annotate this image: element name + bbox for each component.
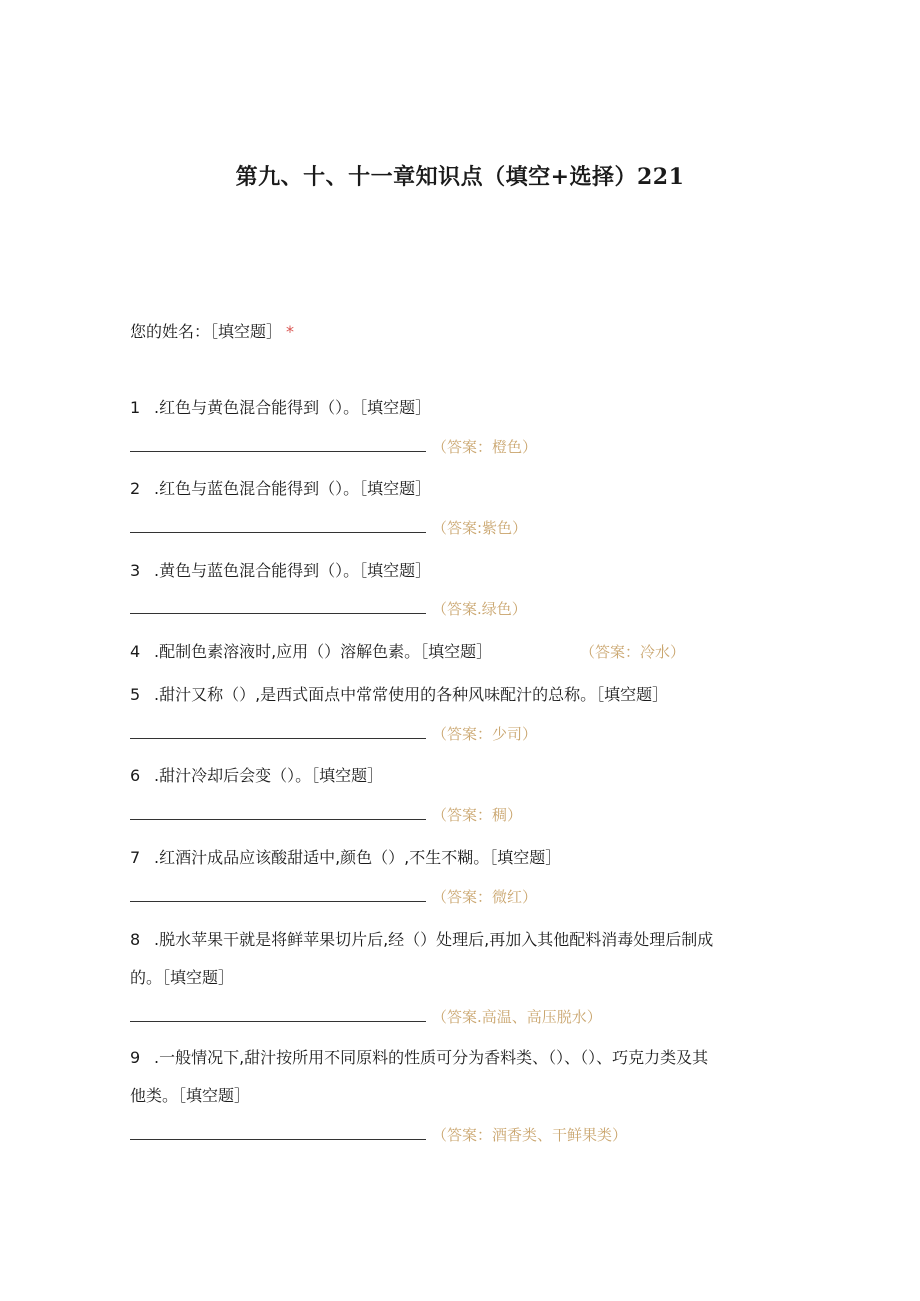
answer-blank[interactable]	[130, 436, 426, 452]
answer-blank[interactable]	[130, 723, 426, 739]
question-text: .配制色素溶液时,应用（）溶解色素。［填空题］	[154, 642, 493, 661]
question-3	[130, 561, 431, 581]
question-number: 3	[130, 561, 141, 580]
question-number: 1	[130, 398, 141, 417]
answer-row-6	[130, 804, 522, 825]
question-4	[130, 642, 492, 662]
name-label: 您的姓名：［填空题］	[130, 322, 283, 341]
answer-text: （答案：少司）	[432, 725, 538, 743]
answer-blank[interactable]	[130, 1006, 426, 1022]
question-7	[130, 848, 561, 868]
question-number: 7	[130, 848, 141, 867]
answer-row-2	[130, 517, 527, 538]
answer-text: （答案:紫色）	[432, 519, 528, 537]
answer-text: （答案：稠）	[432, 806, 523, 824]
question-5	[130, 685, 668, 705]
document-title: 第九、十、十一章知识点（填空+选择）221	[235, 164, 685, 190]
question-number: 9	[130, 1048, 141, 1067]
answer-row-3	[130, 598, 527, 619]
answer-text: （答案.绿色）	[432, 600, 527, 618]
question-number: 5	[130, 685, 141, 704]
answer-text: （答案：橙色）	[432, 438, 538, 456]
answer-row-5	[130, 723, 537, 744]
question-text: .甜汁冷却后会变（）。［填空题］	[154, 766, 384, 785]
question-6	[130, 766, 383, 786]
question-number: 8	[130, 930, 141, 949]
question-text: .红色与蓝色混合能得到（）。［填空题］	[154, 479, 432, 498]
question-text: .黄色与蓝色混合能得到（）。［填空题］	[154, 561, 432, 580]
answer-row-8	[130, 1006, 602, 1027]
question-number: 6	[130, 766, 141, 785]
required-mark: *	[286, 322, 295, 341]
answer-text: （答案.高温、高压脱水）	[432, 1008, 602, 1026]
answer-blank[interactable]	[130, 1124, 426, 1140]
question-8	[130, 930, 713, 950]
question-9	[130, 1048, 708, 1068]
answer-text: （答案：冷水）	[580, 643, 686, 661]
question-8-continued: 的。［填空题］	[130, 968, 235, 987]
answer-blank[interactable]	[130, 517, 426, 533]
answer-row-7	[130, 886, 537, 907]
answer-blank[interactable]	[130, 804, 426, 820]
question-text: .一般情况下,甜汁按所用不同原料的性质可分为香料类、（）、（）、巧克力类及其	[154, 1048, 709, 1067]
question-number: 4	[130, 642, 141, 661]
answer-text: （答案：酒香类、干鲜果类）	[432, 1126, 628, 1144]
question-number: 2	[130, 479, 141, 498]
answer-row-1	[130, 436, 537, 457]
question-text: .甜汁又称（）,是西式面点中常常使用的各种风味配汁的总称。［填空题］	[154, 685, 669, 704]
question-2	[130, 479, 431, 499]
question-text: .红酒汁成品应该酸甜适中,颜色（）,不生不糊。［填空题］	[154, 848, 562, 867]
answer-text: （答案：微红）	[432, 888, 538, 906]
answer-blank[interactable]	[130, 886, 426, 902]
question-1	[130, 398, 431, 418]
answer-blank[interactable]	[130, 598, 426, 614]
answer-row-9	[130, 1124, 627, 1145]
question-text: .脱水苹果干就是将鲜苹果切片后,经（）处理后,再加入其他配料消毒处理后制成	[154, 930, 714, 949]
name-question	[130, 322, 294, 342]
question-9-continued: 他类。［填空题］	[130, 1086, 251, 1105]
question-text: .红色与黄色混合能得到（）。［填空题］	[154, 398, 432, 417]
